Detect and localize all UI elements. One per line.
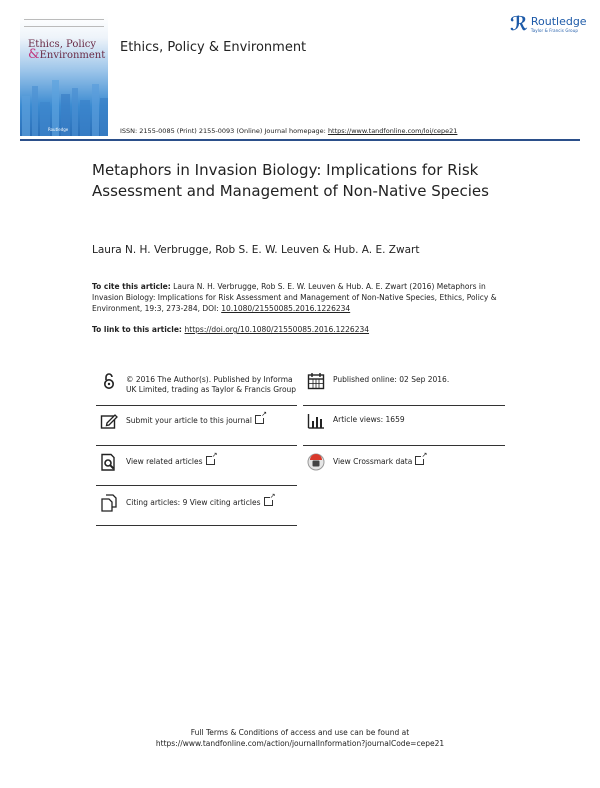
citation-block [92, 281, 517, 314]
cover-title-line1: Ethics, Policy [28, 39, 97, 50]
journal-cover [20, 16, 108, 136]
cite-label: To cite this article: [92, 282, 171, 291]
published-date: Published online: 02 Sep 2016. [333, 375, 450, 384]
crossmark-icon [307, 453, 325, 471]
open-access-icon [100, 372, 118, 390]
journal-name: Ethics, Policy & Environment [120, 40, 307, 55]
citing-articles-link[interactable] [126, 497, 273, 508]
bar-chart-icon [307, 412, 325, 430]
divider-row2-right [303, 445, 505, 446]
terms-text: Full Terms & Conditions of access and use can be found at [190, 728, 410, 737]
calendar-icon [307, 372, 325, 390]
citing-articles-icon [100, 494, 118, 512]
divider-row1-right [303, 405, 505, 406]
external-link-icon [206, 456, 215, 465]
divider-row1-left [96, 405, 297, 406]
article-doi-url[interactable]: https://doi.org/10.1080/21550085.2016.1226234 [184, 325, 370, 334]
publisher-name: Routledge [530, 15, 587, 28]
related-articles-label: View related articles [126, 457, 203, 466]
article-authors: Laura N. H. Verbrugge, Rob S. E. W. Leuven & Hub. A. E. Zwart [92, 244, 420, 256]
external-link-icon [255, 415, 264, 424]
divider-row3-left [96, 485, 297, 486]
cover-topbar [24, 19, 104, 27]
terms-footer [0, 727, 600, 749]
publisher-subtitle: Taylor & Francis Group [530, 28, 578, 33]
article-title: Metaphors in Invasion Biology: Implications for Risk Assessment and Management of Non-Native Species [92, 161, 489, 200]
publisher-logo [510, 13, 587, 35]
submit-article-link[interactable] [126, 415, 264, 426]
license-text: © 2016 The Author(s). Published by Informa UK Limited, trading as Taylor & Francis Group [126, 375, 297, 394]
divider-row4-left [96, 525, 297, 526]
issn-line [120, 127, 457, 135]
doi-link[interactable]: 10.1080/21550085.2016.1226234 [221, 304, 351, 313]
article-views: Article views: 1659 [333, 415, 405, 424]
crossmark-link[interactable] [333, 456, 424, 467]
search-document-icon [100, 453, 118, 471]
routledge-r-icon: ℛ [510, 13, 528, 35]
header-divider [20, 139, 580, 141]
cover-title-line2: Environment [39, 50, 106, 61]
issn-text: ISSN: 2155-0085 (Print) 2155-0093 (Online) Journal homepage: [120, 127, 328, 135]
terms-url[interactable]: https://www.tandfonline.com/action/journalInformation?journalCode=cepe21 [155, 739, 445, 748]
edit-icon [100, 412, 118, 430]
cover-publisher-mark: Routledge [48, 127, 69, 132]
cover-title [28, 40, 105, 61]
link-label: To link to this article: [92, 325, 185, 334]
article-link-line [92, 325, 369, 334]
cover-cityscape [20, 66, 108, 136]
crossmark-label: View Crossmark data [333, 457, 413, 466]
cover-title-amp: & [28, 47, 40, 62]
cite-text: Laura N. H. Verbrugge, Rob S. E. W. Leuven & Hub. A. E. Zwart (2016) Metaphors in Invasion Biology: Implications for Risk Assessment and Management of Non-Native Species, Ethics, Policy & Environment, 19:3, 273-284, DOI: [92, 282, 497, 313]
external-link-icon [264, 497, 273, 506]
external-link-icon [415, 456, 424, 465]
related-articles-link[interactable] [126, 456, 215, 467]
submit-article-label: Submit your article to this journal [126, 416, 252, 425]
divider-row2-left [96, 445, 297, 446]
journal-homepage-link[interactable]: https://www.tandfonline.com/loi/cepe21 [327, 127, 458, 135]
citing-articles-label: Citing articles: 9 View citing articles [126, 498, 261, 507]
